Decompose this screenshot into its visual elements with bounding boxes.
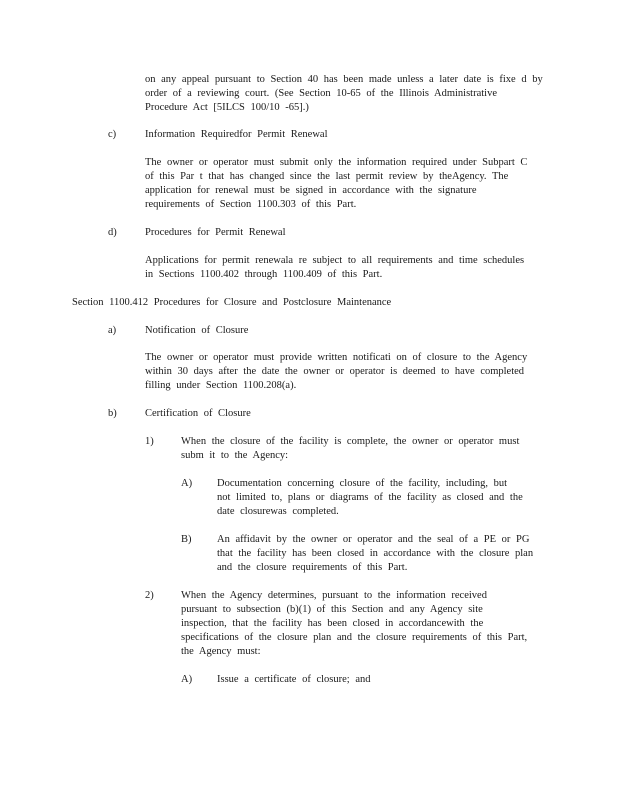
paragraph-1a-line: date closurewas completed. — [217, 506, 339, 517]
subsection-a-line: filling under Section 1100.208(a). — [145, 380, 297, 391]
subsection-d-heading: Procedures for Permit Renewal — [145, 227, 286, 238]
paragraph-1a-label: A) — [181, 478, 193, 489]
paragraph-2-line: pursuant to subsection (b)(1) of this Section and any Agency site — [181, 604, 483, 615]
subsection-a-label: a) — [108, 325, 117, 336]
subsection-c-line: of this Par t that has changed since the last permit review by theAgency. The — [145, 171, 509, 182]
paragraph-1b-line: that the facility has been closed in accordance with the closure plan — [217, 548, 534, 559]
subsection-c-heading: Information Requiredfor Permit Renewal — [145, 129, 328, 140]
subsection-a-heading: Notification of Closure — [145, 325, 249, 336]
subsection-d-line: Applications for permit renewala re subject to all requirements and time schedules — [145, 255, 525, 266]
subsection-b-heading: Certification of Closure — [145, 408, 251, 419]
paragraph-2a-label: A) — [181, 674, 193, 685]
opening-line: Procedure Act [5ILCS 100/10 -65].) — [145, 102, 309, 113]
paragraph-1-line: subm it to the Agency: — [181, 450, 289, 461]
subsection-d-label: d) — [108, 227, 117, 238]
paragraph-2-line: inspection, that the facility has been closed in accordancewith the — [181, 618, 484, 629]
paragraph-2-line: specifications of the closure plan and the closure requirements of this Part, — [181, 632, 528, 643]
paragraph-1b-line: and the closure requirements of this Part. — [217, 562, 408, 573]
section-heading: Section 1100.412 Procedures for Closure and Postclosure Maintenance — [72, 297, 392, 308]
subsection-c-line: application for renewal must be signed in accordance with the signature — [145, 185, 477, 196]
subsection-a-line: The owner or operator must provide written notificati on of closure to the Agency — [145, 352, 528, 363]
paragraph-1-line: When the closure of the facility is complete, the owner or operator must — [181, 436, 520, 447]
subsection-d-line: in Sections 1100.402 through 1100.409 of this Part. — [145, 269, 383, 280]
paragraph-1a-line: Documentation concerning closure of the facility, including, but — [217, 478, 508, 489]
paragraph-2-line: the Agency must: — [181, 646, 261, 657]
paragraph-1a-line: not limited to, plans or diagrams of the facility as closed and the — [217, 492, 523, 503]
paragraph-2-label: 2) — [145, 590, 154, 601]
subsection-c-line: The owner or operator must submit only the information required under Subpart C — [145, 157, 528, 168]
opening-line: on any appeal pursuant to Section 40 has been made unless a later date is fixe d by — [145, 74, 543, 85]
paragraph-2-line: When the Agency determines, pursuant to the information received — [181, 590, 487, 601]
opening-line: order of a reviewing court. (See Section 10-65 of the Illinois Administrative — [145, 88, 498, 99]
paragraph-1b-line: An affidavit by the owner or operator and the seal of a PE or PG — [217, 534, 530, 545]
paragraph-1-label: 1) — [145, 436, 154, 447]
subsection-c-label: c) — [108, 129, 117, 140]
subsection-a-line: within 30 days after the date the owner or operator is deemed to have completed — [145, 366, 525, 377]
paragraph-1b-label: B) — [181, 534, 192, 545]
paragraph-2a-text: Issue a certificate of closure; and — [217, 674, 371, 685]
subsection-b-label: b) — [108, 408, 117, 419]
subsection-c-line: requirements of Section 1100.303 of this Part. — [145, 199, 357, 210]
